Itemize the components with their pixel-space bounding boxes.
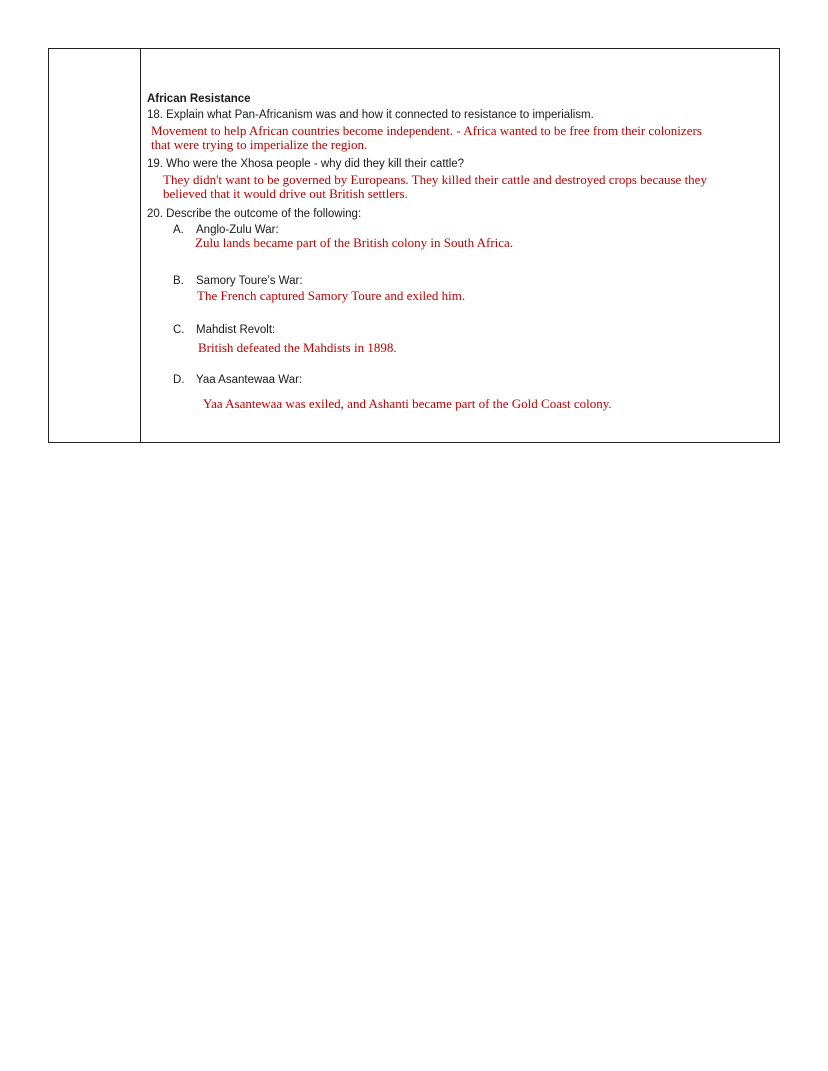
worksheet-table	[48, 48, 780, 443]
item-b-label: Samory Toure’s War:	[196, 275, 303, 287]
item-c-answer: British defeated the Mahdists in 1898.	[198, 340, 397, 355]
item-a-answer: Zulu lands became part of the British colony in South Africa.	[195, 235, 514, 250]
item-c-marker: C.	[173, 324, 185, 336]
item-a-marker: A.	[173, 224, 184, 236]
item-d-answer: Yaa Asantewaa was exiled, and Ashanti became part of the Gold Coast colony.	[203, 396, 612, 411]
content-cell	[141, 49, 779, 442]
question-18-prompt: 18. Explain what Pan-Africanism was and how it connected to resistance to imperialism.	[147, 109, 594, 121]
item-b-answer: The French captured Samory Toure and exiled him.	[197, 288, 466, 303]
item-d-label: Yaa Asantewaa War:	[196, 374, 303, 386]
item-c-label: Mahdist Revolt:	[196, 324, 276, 336]
item-b-marker: B.	[173, 275, 184, 287]
question-19-answer-line-1: They didn't want to be governed by Europeans. They killed their cattle and destroyed crops because they	[163, 172, 707, 187]
item-a-label: Anglo-Zulu War:	[196, 224, 279, 236]
question-18-answer-line-2: that were trying to imperialize the region.	[151, 137, 368, 152]
question-18-answer-line-1: Movement to help African countries become independent. - Africa wanted to be free from their colonizers	[151, 123, 702, 138]
question-19-answer-line-2: believed that it would drive out British settlers.	[163, 186, 408, 201]
question-20-prompt: 20. Describe the outcome of the following:	[147, 208, 362, 220]
item-d-marker: D.	[173, 374, 185, 386]
left-column-cell	[49, 49, 141, 442]
section-heading: African Resistance	[147, 93, 251, 105]
question-19-prompt: 19. Who were the Xhosa people - why did they kill their cattle?	[147, 158, 465, 170]
